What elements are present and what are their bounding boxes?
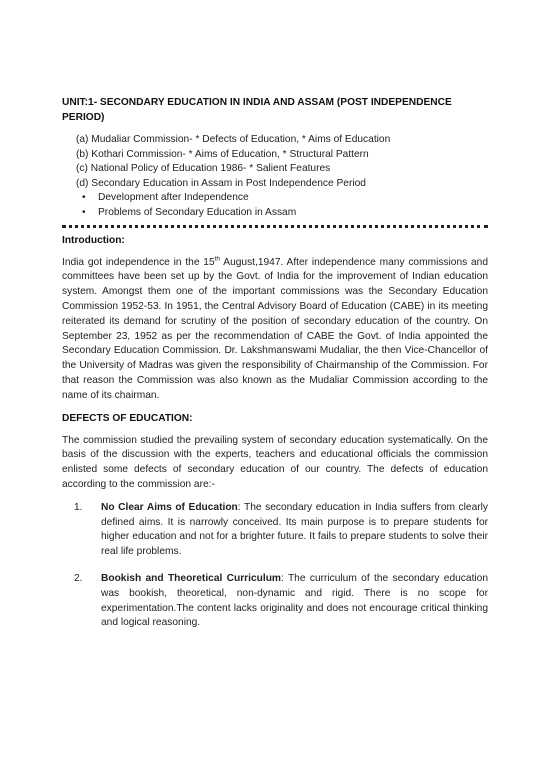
- unit-title: UNIT:1- SECONDARY EDUCATION IN INDIA AND ASSAM (POST INDEPENDENCE PERIOD): [62, 97, 452, 123]
- toc-item: (d) Secondary Education in Assam in Post Independence Period: [76, 177, 366, 189]
- dotted-divider: [62, 225, 488, 228]
- toc-item: (b) Kothari Commission- * Aims of Education, * Structural Pattern: [76, 148, 369, 160]
- toc-item: (c) National Policy of Education 1986- * Salient Features: [76, 163, 331, 175]
- bullet-text: Development after Independence: [98, 192, 249, 204]
- defect-number: 2.: [74, 572, 83, 584]
- table-of-contents: [76, 133, 488, 191]
- bullet-item: [82, 191, 488, 206]
- defect-number: 1.: [74, 501, 83, 513]
- page-content: [62, 95, 488, 643]
- defects-heading: DEFECTS OF EDUCATION:: [62, 412, 193, 424]
- intro-text-rest: August,1947. After independence many commissions and committees have been set up by the Govt. of India for the improvement of Indian education system. Amongst them one of the important commissions was the Secondary Education Commission 1952-53. In 1951, the Central Advisory Board of Education (CABE) in its meeting reiterated its demand for scrutiny of the position of secondary education of the country. On September 23, 1952 as per the recommendation of CABE the Govt. of India appointed the Secondary Education Commission. Dr. Lakshmanswami Mudaliar, the then Vice-Chancellor of the University of Madras was given the responsibility of Chairmanship of the Commission. For that reason the Commission was also known as the Mudaliar Commission according to the name of its chairman.: [62, 256, 488, 401]
- introduction-paragraph: [62, 256, 488, 404]
- toc-item: (a) Mudaliar Commission- * Defects of Education, * Aims of Education: [76, 134, 391, 145]
- defect-text: : The curriculum of the secondary education was bookish, theoretical, non-dynamic and rigid. There is no scope for experimentation.The content lacks originality and does not encourage critical thinking and logical reasoning.: [101, 572, 488, 629]
- defects-list: [62, 501, 488, 631]
- bullet-item: [82, 206, 488, 221]
- bullet-dot-icon: •: [82, 192, 86, 204]
- toc-sub-bullets: [82, 191, 488, 220]
- defect-title: Bookish and Theoretical Curriculum: [101, 572, 281, 584]
- defect-text: : The secondary education in India suffers from clearly defined aims. It is narrowly conceived. Its main purpose is to prepare students for higher education and not for a brighter future. It fails to prepare students to solve their real life problems.: [101, 501, 488, 558]
- defect-title: No Clear Aims of Education: [101, 501, 238, 513]
- intro-text-start: India got independence in the 15: [62, 256, 215, 268]
- defects-intro-paragraph: The commission studied the prevailing system of secondary education systematically. On the basis of the discussion with the experts, teachers and educational officials the commission enlisted some defects of secondary education of our country. The defects of education according to the commission are:-: [62, 434, 488, 490]
- defect-item: [62, 572, 488, 631]
- intro-superscript: th: [214, 255, 221, 263]
- introduction-heading: Introduction:: [62, 234, 125, 246]
- bullet-text: Problems of Secondary Education in Assam: [98, 206, 297, 218]
- bullet-dot-icon: •: [82, 206, 86, 218]
- defect-item: [62, 501, 488, 560]
